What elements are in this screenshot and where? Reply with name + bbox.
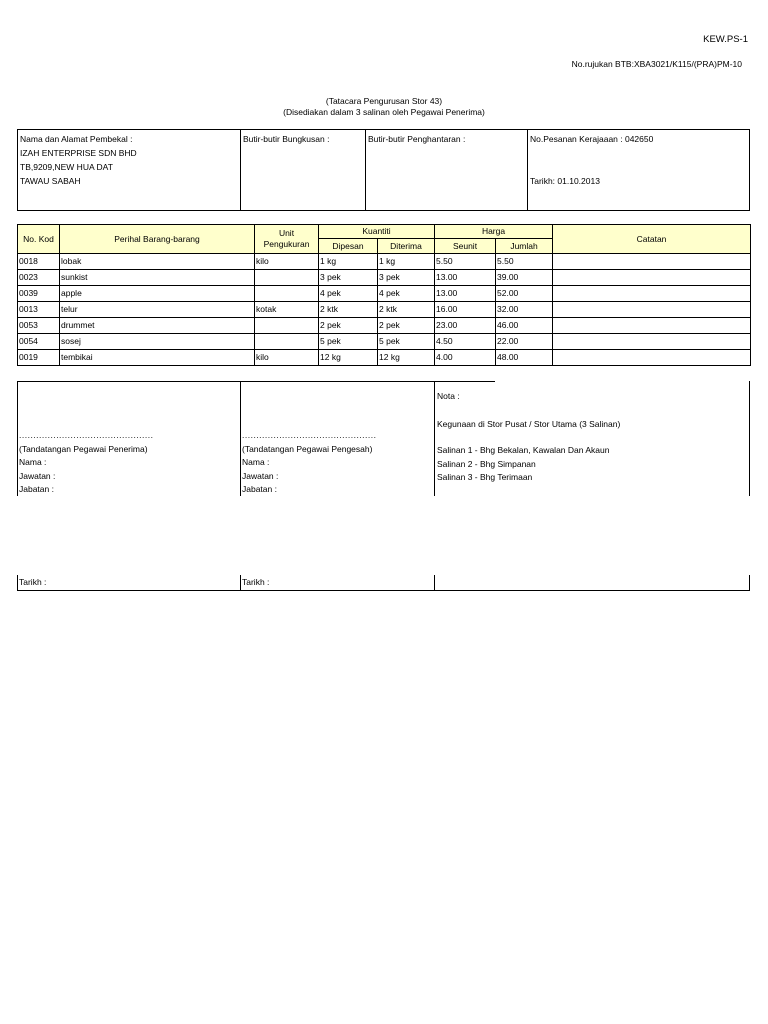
cell-unit-price: 4.00 xyxy=(435,350,496,366)
table-row xyxy=(18,286,751,302)
cell-received: 5 pek xyxy=(378,334,435,350)
order-details xyxy=(528,130,750,210)
cell-unit-price: 13.00 xyxy=(435,286,496,302)
cell-unit-price: 13.00 xyxy=(435,270,496,286)
cell-code: 0039 xyxy=(18,286,60,302)
cell-code: 0019 xyxy=(18,350,60,366)
receiver-sign-label: (Tandatangan Pegawai Penerima) xyxy=(19,443,148,454)
approver-sign-label: (Tandatangan Pegawai Pengesah) xyxy=(242,443,373,454)
notes-divider xyxy=(434,381,435,496)
cell-item: tembikai xyxy=(60,350,255,366)
items-table xyxy=(17,224,751,366)
cell-unit-price: 4.50 xyxy=(435,334,496,350)
cell-total: 5.50 xyxy=(496,254,553,270)
middle-divider xyxy=(240,381,241,496)
notes-copy-1: Salinan 1 - Bhg Bekalan, Kawalan Dan Akaun xyxy=(437,445,610,455)
approver-name-label: Nama : xyxy=(242,457,270,467)
supplier-line-2: TB,9209,NEW HUA DAT xyxy=(20,162,113,172)
date-notes-divider xyxy=(434,575,435,590)
cell-item: lobak xyxy=(60,254,255,270)
cell-unit-price: 5.50 xyxy=(435,254,496,270)
notes-copy-3: Salinan 3 - Bhg Terimaan xyxy=(437,472,533,482)
delivery-label: Butir-butir Penghantaran : xyxy=(368,134,466,144)
table-row xyxy=(18,334,751,350)
cell-ordered: 1 kg xyxy=(319,254,378,270)
approver-department-label: Jabatan : xyxy=(242,484,277,494)
approver-dots: ............................................... xyxy=(242,430,377,440)
approver-date-label: Tarikh : xyxy=(242,577,270,587)
header-quantity: Kuantiti xyxy=(319,225,435,239)
receiver-department-label: Jabatan : xyxy=(19,484,54,494)
cell-total: 39.00 xyxy=(496,270,553,286)
header-ordered: Dipesan xyxy=(319,239,378,254)
header-unit-price: Seunit xyxy=(435,239,496,254)
date-right-border xyxy=(749,575,750,590)
supplier-info xyxy=(18,130,241,210)
table-row xyxy=(18,302,751,318)
cell-item: telur xyxy=(60,302,255,318)
cell-notes xyxy=(553,334,751,350)
supplier-line-1: IZAH ENTERPRISE SDN BHD xyxy=(20,148,137,158)
cell-received: 2 ktk xyxy=(378,302,435,318)
cell-received: 4 pek xyxy=(378,286,435,302)
copies-instruction: (Disediakan dalam 3 salinan oleh Pegawai Penerima) xyxy=(283,107,485,117)
cell-code: 0023 xyxy=(18,270,60,286)
notes-title: Nota : xyxy=(437,391,460,401)
receiver-block xyxy=(19,429,154,497)
package-details xyxy=(241,130,366,210)
cell-total: 22.00 xyxy=(496,334,553,350)
cell-ordered: 3 pek xyxy=(319,270,378,286)
cell-item: apple xyxy=(60,286,255,302)
delivery-details xyxy=(366,130,528,210)
header-unit: Unit Pengukuran xyxy=(255,225,319,254)
date-bottom-border xyxy=(17,590,750,591)
cell-code: 0013 xyxy=(18,302,60,318)
date-left-border xyxy=(17,575,18,590)
cell-ordered: 12 kg xyxy=(319,350,378,366)
cell-notes xyxy=(553,270,751,286)
notes-copy-2: Salinan 2 - Bhg Simpanan xyxy=(437,458,536,469)
receiver-dots: ............................................... xyxy=(19,430,154,440)
table-row xyxy=(18,270,751,286)
table-row xyxy=(18,254,751,270)
cell-received: 12 kg xyxy=(378,350,435,366)
approver-position-label: Jawatan : xyxy=(242,470,279,481)
items-table-body xyxy=(18,254,751,366)
left-border xyxy=(17,381,18,496)
table-row xyxy=(18,350,751,366)
header-received: Diterima xyxy=(378,239,435,254)
notes-block xyxy=(437,390,620,485)
cell-ordered: 2 ktk xyxy=(319,302,378,318)
cell-notes xyxy=(553,350,751,366)
cell-total: 52.00 xyxy=(496,286,553,302)
cell-notes xyxy=(553,318,751,334)
header-notes: Catatan xyxy=(553,225,751,254)
reference-number: No.rujukan BTB:XBA3021/K115/(PRA)PM-10 xyxy=(571,59,742,69)
procedure-title: (Tatacara Pengurusan Stor 43) xyxy=(325,96,443,106)
cell-code: 0053 xyxy=(18,318,60,334)
supplier-label: Nama dan Alamat Pembekal : xyxy=(20,134,133,144)
header-price: Harga xyxy=(435,225,553,239)
cell-unit: kilo xyxy=(255,254,319,270)
cell-total: 32.00 xyxy=(496,302,553,318)
receiver-name-label: Nama : xyxy=(19,457,47,467)
cell-ordered: 5 pek xyxy=(319,334,378,350)
cell-code: 0018 xyxy=(18,254,60,270)
cell-unit xyxy=(255,270,319,286)
cell-unit xyxy=(255,334,319,350)
cell-item: sunkist xyxy=(60,270,255,286)
cell-unit: kotak xyxy=(255,302,319,318)
cell-notes xyxy=(553,286,751,302)
cell-unit-price: 16.00 xyxy=(435,302,496,318)
form-code: KEW.PS-1 xyxy=(703,34,748,45)
cell-unit: kilo xyxy=(255,350,319,366)
header-total: Jumlah xyxy=(496,239,553,254)
cell-item: drummet xyxy=(60,318,255,334)
receiver-date-label: Tarikh : xyxy=(19,577,47,587)
receiver-position-label: Jawatan : xyxy=(19,470,56,481)
cell-notes xyxy=(553,254,751,270)
cell-notes xyxy=(553,302,751,318)
cell-ordered: 2 pek xyxy=(319,318,378,334)
date-middle-divider xyxy=(240,575,241,590)
supplier-box xyxy=(17,129,750,211)
cell-received: 3 pek xyxy=(378,270,435,286)
cell-total: 46.00 xyxy=(496,318,553,334)
cell-unit xyxy=(255,318,319,334)
cell-ordered: 4 pek xyxy=(319,286,378,302)
header-item: Perihal Barang-barang xyxy=(60,225,255,254)
right-border xyxy=(749,381,750,496)
header-code: No. Kod xyxy=(18,225,60,254)
cell-code: 0054 xyxy=(18,334,60,350)
cell-received: 2 pek xyxy=(378,318,435,334)
table-row xyxy=(18,318,751,334)
supplier-line-3: TAWAU SABAH xyxy=(20,176,81,186)
cell-received: 1 kg xyxy=(378,254,435,270)
notes-usage: Kegunaan di Stor Pusat / Stor Utama (3 Salinan) xyxy=(437,418,621,429)
cell-total: 48.00 xyxy=(496,350,553,366)
order-number: No.Pesanan Kerajaaan : 042650 xyxy=(530,134,654,144)
signature-section xyxy=(17,381,750,591)
package-label: Butir-butir Bungkusan : xyxy=(243,134,330,144)
cell-item: sosej xyxy=(60,334,255,350)
signature-top-border xyxy=(17,381,495,382)
approver-block xyxy=(242,429,377,497)
cell-unit-price: 23.00 xyxy=(435,318,496,334)
cell-unit xyxy=(255,286,319,302)
order-date: Tarikh: 01.10.2013 xyxy=(530,176,600,186)
